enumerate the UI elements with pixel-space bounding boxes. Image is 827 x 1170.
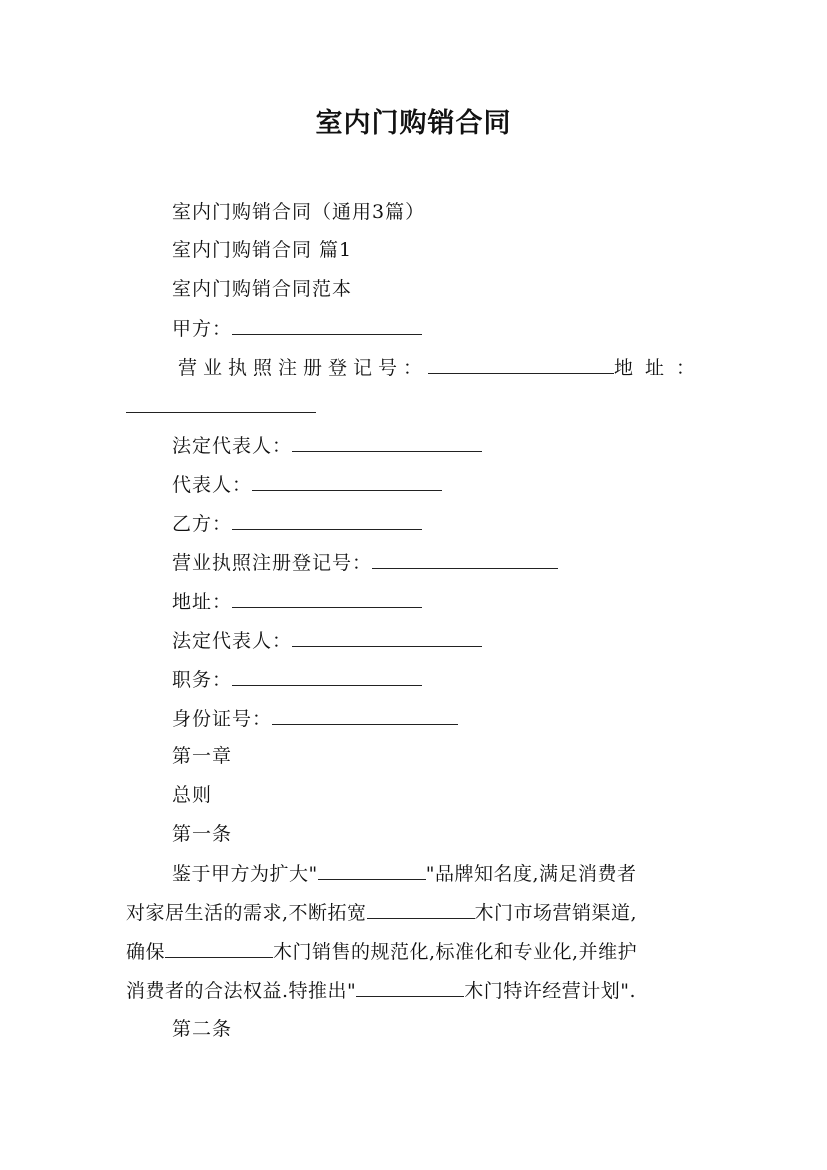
- party-b-line: [172, 509, 422, 538]
- franchise-blank[interactable]: [356, 976, 464, 997]
- party-b-license-label: 营业执照注册登记号：: [172, 552, 373, 574]
- party-b-id-label: 身份证号：: [172, 708, 273, 730]
- party-a-line: [172, 314, 422, 343]
- article-1-text-4a: 消费者的合法权益.特推出": [126, 980, 357, 1002]
- party-a-license-label: 营业执照注册登记号：: [178, 357, 429, 379]
- article-1-text-1a: 鉴于甲方为扩大": [172, 863, 318, 885]
- market-blank[interactable]: [367, 898, 475, 919]
- general-heading: 总则: [172, 784, 213, 806]
- party-b-position-blank[interactable]: [232, 665, 422, 686]
- party-b-position-label: 职务：: [172, 669, 233, 691]
- party-a-legal-rep-label: 法定代表人：: [172, 435, 293, 457]
- party-a-address-blank[interactable]: [126, 392, 316, 413]
- document-title: 室内门购销合同: [315, 108, 512, 139]
- party-a-legal-rep-line: [172, 431, 482, 460]
- party-b-label: 乙方：: [172, 513, 233, 535]
- party-a-legal-rep-blank[interactable]: [292, 431, 482, 452]
- article-1-text-3a: 确保: [126, 941, 166, 963]
- chapter-heading: 第一章: [172, 745, 233, 767]
- sales-blank[interactable]: [165, 937, 273, 958]
- article-1-line-1: [172, 859, 700, 888]
- party-a-license-line: [172, 353, 708, 382]
- party-b-id-blank[interactable]: [272, 704, 458, 725]
- article-1-text-4b: 木门特许经营计划".: [464, 980, 637, 1002]
- party-a-rep-line: [172, 470, 442, 499]
- party-b-position-line: [172, 665, 422, 694]
- article-1-line-3: [126, 937, 700, 966]
- article-1-text-2a: 对家居生活的需求,不断拓宽: [126, 902, 367, 924]
- article-1-line-2: [126, 898, 700, 927]
- party-a-license-blank[interactable]: [428, 353, 614, 374]
- party-b-legal-rep-label: 法定代表人：: [172, 630, 293, 652]
- party-b-legal-rep-blank[interactable]: [292, 626, 482, 647]
- party-a-address-label: 地址：: [614, 357, 708, 379]
- section-heading: 室内门购销合同 篇1: [172, 239, 353, 261]
- party-a-rep-blank[interactable]: [252, 470, 442, 491]
- party-b-address-line: [172, 587, 422, 616]
- party-b-id-line: [172, 704, 458, 733]
- article-1-text-2b: 木门市场营销渠道,: [474, 902, 638, 924]
- party-a-label: 甲方：: [172, 318, 233, 340]
- article-1-line-4: [126, 976, 700, 1005]
- brand-blank[interactable]: [318, 859, 426, 880]
- article-1-text-3b: 木门销售的规范化,标准化和专业化,并维护: [273, 941, 638, 963]
- party-b-legal-rep-line: [172, 626, 482, 655]
- party-a-address-line: [126, 392, 316, 421]
- party-b-address-label: 地址：: [172, 591, 233, 613]
- party-b-license-line: [172, 548, 558, 577]
- party-a-rep-label: 代表人：: [172, 474, 253, 496]
- article-1-text-1b: "品牌知名度,满足消费者: [425, 863, 637, 885]
- party-b-license-blank[interactable]: [372, 548, 558, 569]
- party-b-address-blank[interactable]: [232, 587, 422, 608]
- template-name: 室内门购销合同范本: [172, 278, 353, 300]
- party-a-blank[interactable]: [232, 314, 422, 335]
- article-2-heading: 第二条: [172, 1018, 233, 1040]
- document-subtitle: 室内门购销合同（通用3篇）: [172, 201, 426, 223]
- article-1-heading: 第一条: [172, 823, 233, 845]
- party-b-blank[interactable]: [232, 509, 422, 530]
